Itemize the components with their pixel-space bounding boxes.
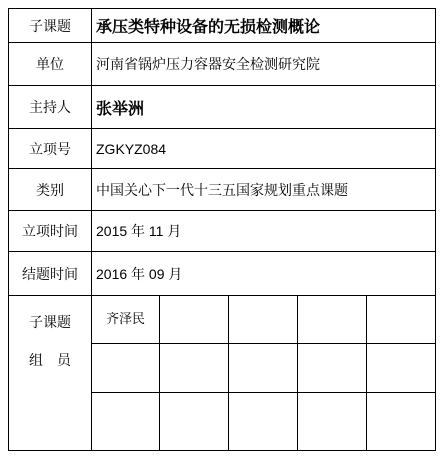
value-start-time: 2015 年 11 月 [96, 223, 182, 239]
members-grid [92, 296, 435, 450]
member-cell [160, 393, 229, 450]
label-start-time: 立项时间 [9, 211, 92, 251]
member-cell [229, 393, 298, 450]
member-cell [367, 296, 436, 344]
value-project-number: ZGKYZ084 [96, 140, 167, 157]
row-host [9, 86, 435, 129]
row-end-time [9, 252, 435, 296]
label-end-time: 结题时间 [9, 252, 92, 295]
members-label-line1: 子课题 [29, 315, 71, 331]
member-cell [92, 344, 160, 393]
value-end-time: 2016 年 09 月 [96, 265, 183, 282]
label-host: 主持人 [9, 86, 92, 128]
row-project-number [9, 129, 435, 169]
member-cell [298, 296, 367, 344]
project-info-table [8, 8, 436, 451]
member-cell [160, 296, 229, 344]
member-cell [160, 344, 229, 393]
member-cell [298, 344, 367, 393]
member-cell [367, 393, 436, 450]
member-cell [92, 393, 160, 450]
value-category: 中国关心下一代十三五国家规划重点课题 [96, 182, 348, 199]
row-start-time [9, 211, 435, 252]
value-subproject: 承压类特种设备的无损检测概论 [96, 17, 321, 36]
member-cell [229, 296, 298, 344]
members-label-line2: 组员 [29, 353, 85, 369]
row-subproject [9, 9, 435, 43]
member-cell [367, 344, 436, 393]
label-category: 类别 [9, 169, 92, 210]
members-label [9, 296, 92, 450]
label-project-number: 立项号 [9, 129, 92, 168]
member-cell [229, 344, 298, 393]
label-subproject: 子课题 [9, 9, 92, 42]
member-cell [298, 393, 367, 450]
row-category [9, 169, 435, 211]
row-unit [9, 43, 435, 86]
label-unit: 单位 [9, 43, 92, 85]
member-cell: 齐泽民 [92, 296, 160, 344]
row-members [9, 296, 435, 450]
value-unit: 河南省锅炉压力容器安全检测研究院 [96, 57, 320, 73]
value-host: 张举洲 [96, 98, 145, 118]
